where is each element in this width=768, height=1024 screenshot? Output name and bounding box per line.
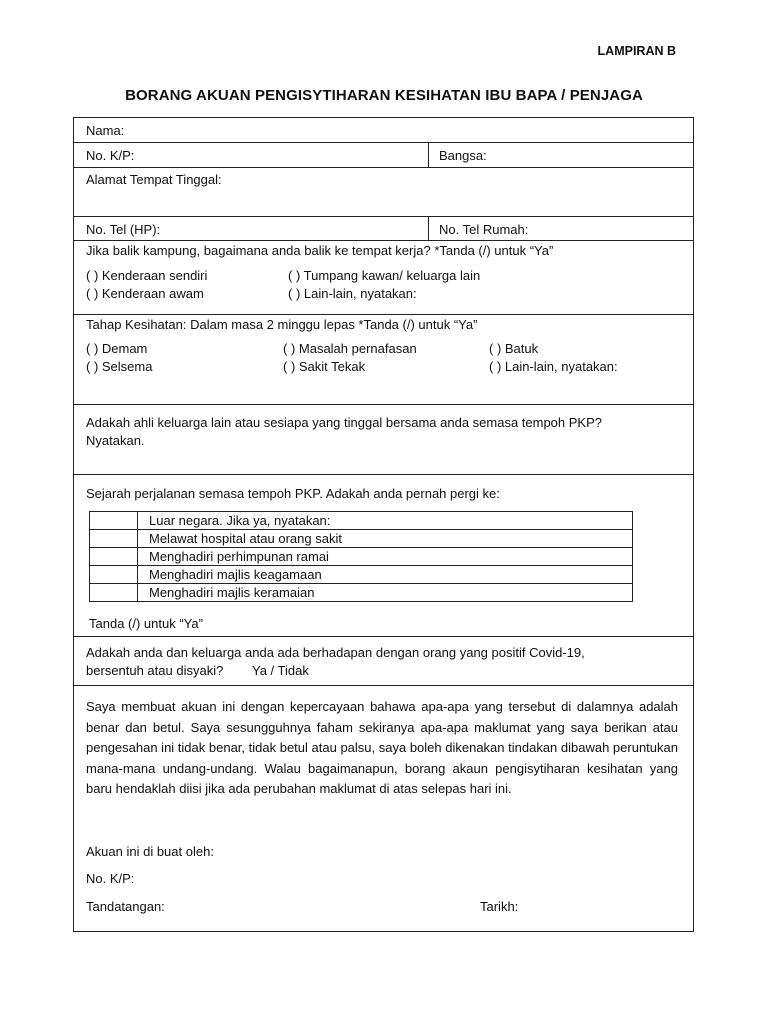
row-perjalanan xyxy=(74,475,693,637)
alamat-label: Alamat Tempat Tinggal: xyxy=(86,172,222,187)
option-kenderaan-sendiri[interactable]: ( ) Kenderaan sendiri xyxy=(86,268,208,283)
travel-item-perhimpunan: Menghadiri perhimpunan ramai xyxy=(138,548,633,566)
ahli-keluarga-nyatakan: Nyatakan. xyxy=(86,433,145,448)
row-akuan xyxy=(74,686,693,931)
akuan-nokp-label: No. K/P: xyxy=(86,871,135,886)
lampiran-label: LAMPIRAN B xyxy=(597,44,676,58)
table-row xyxy=(90,548,633,566)
notel-rumah-label: No. Tel Rumah: xyxy=(439,222,529,237)
perjalanan-question: Sejarah perjalanan semasa tempoh PKP. Adakah anda pernah pergi ke: xyxy=(86,486,500,501)
akuan-dibuat-oleh: Akuan ini di buat oleh: xyxy=(86,844,214,859)
tandatangan-label: Tandatangan: xyxy=(86,899,165,914)
declaration-form xyxy=(73,117,694,932)
travel-checkbox-keagamaan[interactable] xyxy=(90,566,138,584)
travel-checkbox-keramaian[interactable] xyxy=(90,584,138,602)
option-lain-lain-perjalanan[interactable]: ( ) Lain-lain, nyatakan: xyxy=(288,286,417,301)
notel-hp-label: No. Tel (HP): xyxy=(86,222,161,237)
travel-item-hospital: Melawat hospital atau orang sakit xyxy=(138,530,633,548)
akuan-paragraph: Saya membuat akuan ini dengan kepercayaan bahawa apa-apa yang tersebut di dalamnya adalah benar dan betul. Saya sesungguhnya faham sekiranya apa-apa maklumat yang saya berikan atau pengesahan ini tidak benar, tidak betul atau palsu, saya boleh dikenakan tindakan dibawah peruntukan mana-mana undang-undang. Walau bagaimanapun, borang akaun pengisytiharan kesihatan yang baru hendaklah diisi jika ada perubahan maklumat di atas selepas hari ini. xyxy=(86,699,678,796)
travel-item-keramaian: Menghadiri majlis keramaian xyxy=(138,584,633,602)
covid-question: Adakah anda dan keluarga anda ada berhadapan dengan orang yang positif Covid-19, xyxy=(86,645,585,660)
travel-item-luar-negara: Luar negara. Jika ya, nyatakan: xyxy=(138,512,633,530)
row-alamat xyxy=(74,168,693,217)
table-row xyxy=(90,530,633,548)
form-title: BORANG AKUAN PENGISYTIHARAN KESIHATAN IBU BAPA / PENJAGA xyxy=(125,87,643,104)
bangsa-label: Bangsa: xyxy=(439,148,487,163)
covid-answer[interactable]: Ya / Tidak xyxy=(252,663,309,678)
column-divider xyxy=(428,143,429,167)
covid-question-line2: bersentuh atau disyaki? xyxy=(86,663,224,678)
travel-checkbox-hospital[interactable] xyxy=(90,530,138,548)
option-sakit-tekak[interactable]: ( ) Sakit Tekak xyxy=(283,359,366,374)
row-ahli-keluarga xyxy=(74,405,693,475)
balik-kampung-question: Jika balik kampung, bagaimana anda balik ke tempat kerja? *Tanda (/) untuk “Ya” xyxy=(86,243,554,258)
travel-checkbox-luar-negara[interactable] xyxy=(90,512,138,530)
table-row xyxy=(90,512,633,530)
nokp-label: No. K/P: xyxy=(86,148,135,163)
ahli-keluarga-question: Adakah ahli keluarga lain atau sesiapa yang tinggal bersama anda semasa tempoh PKP? xyxy=(86,415,603,430)
tarikh-label: Tarikh: xyxy=(480,899,519,914)
row-telefon xyxy=(74,217,693,241)
row-kesihatan xyxy=(74,315,693,405)
table-row xyxy=(90,566,633,584)
nama-label: Nama: xyxy=(86,123,125,138)
travel-item-keagamaan: Menghadiri majlis keagamaan xyxy=(138,566,633,584)
row-nama xyxy=(74,118,693,143)
perjalanan-note: Tanda (/) untuk “Ya” xyxy=(89,616,203,631)
column-divider xyxy=(428,217,429,240)
row-covid xyxy=(74,637,693,686)
option-tumpang-kawan[interactable]: ( ) Tumpang kawan/ keluarga lain xyxy=(288,268,481,283)
option-kenderaan-awam[interactable]: ( ) Kenderaan awam xyxy=(86,286,204,301)
kesihatan-question: Tahap Kesihatan: Dalam masa 2 minggu lepas *Tanda (/) untuk “Ya” xyxy=(86,317,478,332)
option-demam[interactable]: ( ) Demam xyxy=(86,341,148,356)
option-selsema[interactable]: ( ) Selsema xyxy=(86,359,153,374)
option-masalah-pernafasan[interactable]: ( ) Masalah pernafasan xyxy=(283,341,417,356)
travel-history-table xyxy=(89,511,633,602)
option-lain-lain-kesihatan[interactable]: ( ) Lain-lain, nyatakan: xyxy=(489,359,618,374)
row-nokp-bangsa xyxy=(74,143,693,168)
option-batuk[interactable]: ( ) Batuk xyxy=(489,341,539,356)
travel-checkbox-perhimpunan[interactable] xyxy=(90,548,138,566)
row-balik-kampung xyxy=(74,241,693,315)
table-row xyxy=(90,584,633,602)
